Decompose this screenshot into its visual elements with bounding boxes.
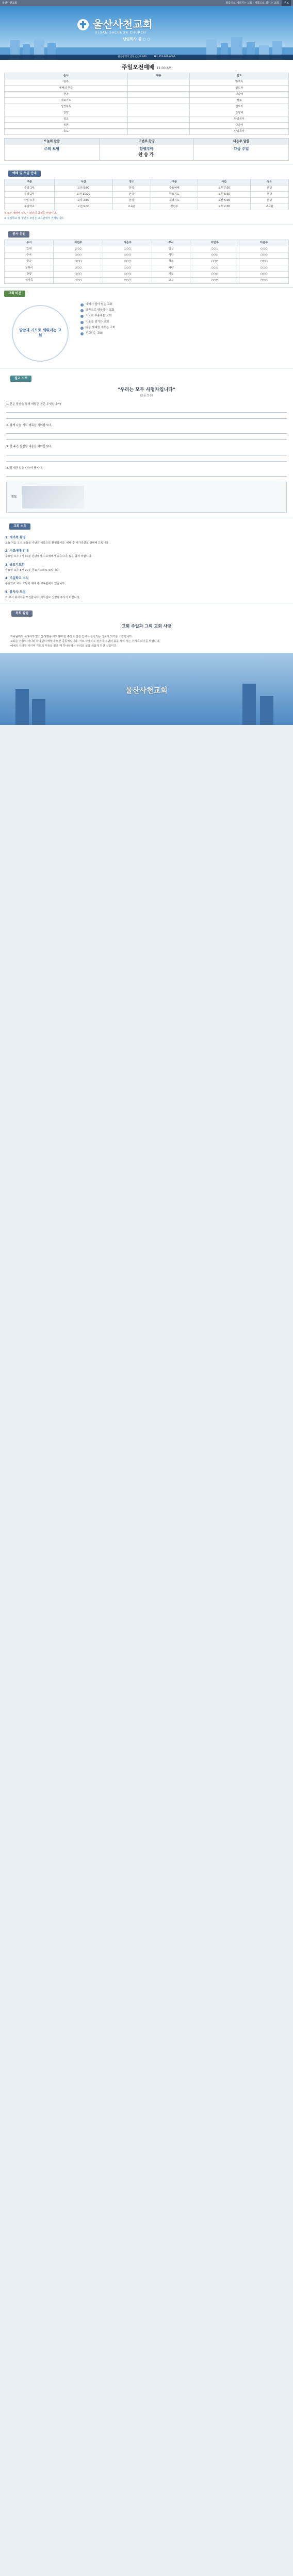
note-line[interactable]	[6, 406, 287, 413]
table-cell: ○○○	[190, 252, 239, 259]
info-box-main: 주의 보혈	[44, 147, 60, 151]
news-body: 각 부서 봉사자를 모집합니다. 사무실로 신청해 주시기 바랍니다.	[5, 596, 80, 599]
note-line[interactable]	[6, 449, 287, 455]
news-list	[5, 536, 288, 600]
church-logo	[77, 18, 153, 31]
table-cell: 새벽기도	[151, 197, 198, 204]
table-header: 순서	[5, 73, 128, 79]
table-header: 다음주	[103, 240, 152, 246]
table-cell: 오후 2:00	[54, 197, 112, 204]
church-news-section	[0, 517, 293, 603]
table-header: 부서	[5, 240, 54, 246]
service-table	[4, 240, 289, 283]
table-row	[5, 91, 289, 97]
pastor-column-section	[0, 603, 293, 653]
table-cell: 교육관	[112, 204, 151, 210]
pastor-name: 담임목사 김 ○ ○	[123, 37, 151, 41]
table-cell: 찬양대	[190, 110, 289, 116]
table-cell: ○○○	[103, 277, 152, 283]
table-cell: 오전 9:30	[54, 204, 112, 210]
table-cell: 교육	[152, 277, 190, 283]
table-cell: 주일학교	[5, 204, 55, 210]
table-cell: ○○○	[239, 277, 289, 283]
vision-item	[80, 325, 289, 331]
table-cell: 담임목사	[190, 116, 289, 122]
table-cell: 전주	[5, 79, 128, 85]
table-cell: 주일 오후	[5, 197, 55, 204]
church-address: 울산광역시 남구 ○○로 000	[118, 55, 147, 58]
table-header: 구분	[151, 179, 198, 185]
hero-banner	[0, 6, 293, 60]
table-cell: 오전 5:00	[198, 197, 250, 204]
table-cell: ○○○	[54, 265, 103, 271]
note-line[interactable]	[6, 470, 287, 477]
table-cell: ○○○	[54, 271, 103, 277]
table-cell: 차량	[152, 265, 190, 271]
table-row	[5, 259, 289, 265]
sermon-notes-section	[0, 368, 293, 517]
bullet-icon	[80, 303, 84, 307]
table-cell: ○○○	[103, 271, 152, 277]
column-heading: 교회 주일과 그의 교회 사랑	[121, 624, 172, 629]
table-cell	[127, 128, 190, 134]
table-cell: ○○○	[239, 265, 289, 271]
table-cell: 금요기도	[151, 191, 198, 197]
footer-banner	[0, 653, 293, 725]
memo-box	[6, 482, 287, 513]
table-cell: ○○○	[190, 271, 239, 277]
table-row	[5, 246, 289, 252]
table-cell: 본당	[112, 191, 151, 197]
info-box-head: 이번주 찬양	[100, 139, 194, 145]
info-box	[193, 139, 288, 160]
vision-center: 말씀과 기도로 세워지는 교회	[12, 305, 69, 362]
table-row	[5, 271, 289, 277]
vision-item-label: 다음 세대를 세우는 교회	[86, 326, 116, 329]
table-header: 이번주	[54, 240, 103, 246]
table-cell: ○○○	[190, 265, 239, 271]
schedule-table	[4, 179, 289, 210]
news-heading: 2. 수요예배 안내	[5, 549, 29, 553]
table-cell: 찬송	[5, 91, 128, 97]
top-bar-tag: 주보	[282, 0, 291, 6]
table-cell: 안내	[5, 246, 54, 252]
vision-item-label: 말씀으로 양육하는 교회	[86, 308, 115, 312]
vision-item-label: 이웃을 섬기는 교회	[86, 320, 109, 324]
table-cell: 주일 1부	[5, 185, 55, 191]
notes-title: 설교 노트	[10, 376, 31, 382]
table-cell	[127, 97, 190, 104]
note-question-1: 1. 본문 말씀을 통해 깨달은 점은 무엇입니까?	[6, 402, 61, 406]
news-heading: 1. 새가족 환영	[5, 535, 26, 539]
table-row	[5, 104, 289, 110]
vision-item	[80, 331, 289, 336]
table-row	[5, 197, 289, 204]
table-cell: 오후 7:30	[198, 185, 250, 191]
memo-image	[22, 486, 84, 509]
table-header: 내용	[127, 73, 190, 79]
service-title: 봉사 위원	[8, 231, 29, 238]
table-row	[5, 110, 289, 116]
schedule-note: ※ 모든 예배에 성도 여러분의 참석을 바랍니다.	[4, 211, 57, 215]
table-cell: 오전 11:00	[54, 191, 112, 197]
table-cell: 본당	[112, 185, 151, 191]
table-cell: 봉헌	[5, 122, 128, 128]
vision-list	[80, 302, 289, 365]
table-cell: 청소	[152, 259, 190, 265]
footer-church-name: 울산사천교회	[125, 687, 168, 696]
table-row	[5, 79, 289, 85]
table-cell: ○○○	[54, 259, 103, 265]
table-cell: ○○○	[239, 271, 289, 277]
top-bar-slogan: 말씀으로 세워지는 교회 · 기쁨으로 섬기는 교회	[225, 1, 279, 5]
table-row	[5, 185, 289, 191]
top-bar-church: 울산사천교회	[2, 1, 17, 5]
table-cell: ○○○	[103, 265, 152, 271]
table-cell: 인도자	[190, 104, 289, 110]
table-row	[5, 97, 289, 104]
building-illustration	[242, 684, 256, 725]
table-row	[5, 252, 289, 259]
table-row	[5, 277, 289, 283]
table-cell: 장로	[190, 97, 289, 104]
vision-item-label: 예배가 살아 있는 교회	[86, 302, 113, 306]
note-question-4: 4. 감사한 일을 나누어 봅시다.	[6, 466, 43, 470]
news-title: 교회 소식	[9, 523, 30, 530]
table-row	[5, 204, 289, 210]
vision-item	[80, 313, 289, 319]
table-cell	[127, 116, 190, 122]
news-body: 금요일 오후 8시 30분 금요기도회로 모입니다.	[5, 568, 59, 572]
table-row	[5, 85, 289, 91]
church-subtitle: ULSAN SACHEON CHURCH	[95, 31, 146, 35]
table-header: 부서	[152, 240, 190, 246]
table-cell: ○○○	[54, 277, 103, 283]
table-header: 시간	[198, 179, 250, 185]
cross-icon	[77, 19, 89, 30]
church-phone: TEL 052-000-0000	[154, 55, 175, 58]
table-cell: ○○○	[239, 259, 289, 265]
church-name: 울산사천교회	[92, 18, 153, 30]
table-cell: 다같이	[190, 91, 289, 97]
table-header: 이번주	[190, 240, 239, 246]
table-header: 시간	[54, 179, 112, 185]
note-line[interactable]	[6, 428, 287, 434]
table-cell: 기도	[152, 271, 190, 277]
table-cell: 축도	[5, 128, 128, 134]
table-row	[5, 122, 289, 128]
worship-info-boxes	[4, 138, 289, 161]
info-box-head: 다음주 말씀	[194, 139, 288, 145]
table-cell: ○○○	[103, 259, 152, 265]
table-cell: 대표기도	[5, 97, 128, 104]
building-illustration	[32, 699, 45, 725]
info-box-sub: 찬송가	[138, 152, 155, 158]
table-cell: 본당	[250, 191, 288, 197]
table-cell: 주차	[5, 252, 54, 259]
schedule-note-2: ※ 주일학교 및 청년부 모임은 교육관에서 진행됩니다.	[4, 216, 64, 220]
top-bar	[0, 0, 293, 6]
info-box-head: 오늘의 말씀	[5, 139, 99, 145]
table-cell: 본당	[250, 197, 288, 204]
table-cell: 오전 9:00	[54, 185, 112, 191]
vision-item	[80, 302, 289, 308]
table-cell: 헌금	[152, 246, 190, 252]
note-question-2: 2. 함께 나눌 기도 제목을 적어봅시다.	[6, 423, 52, 427]
table-cell: ○○○	[103, 246, 152, 252]
news-body: 주일학교 교사 모임이 예배 후 교육관에서 있습니다.	[5, 582, 66, 586]
info-box	[5, 139, 99, 160]
worship-order-table	[4, 73, 289, 135]
bullet-icon	[80, 315, 84, 318]
table-cell: 방송	[5, 259, 54, 265]
table-cell: ○○○	[190, 277, 239, 283]
table-cell: 새가족	[5, 277, 54, 283]
church-address-bar	[0, 55, 293, 60]
table-cell: 꽃꽂이	[5, 265, 54, 271]
table-cell: 본당	[250, 185, 288, 191]
note-line[interactable]	[6, 455, 287, 462]
building-illustration	[260, 696, 273, 725]
table-cell: ○○○	[54, 246, 103, 252]
schedule-section	[0, 164, 293, 225]
vision-item	[80, 319, 289, 325]
news-heading: 3. 금요기도회	[5, 563, 25, 567]
info-box-main: 할렐루야	[139, 147, 154, 151]
note-line[interactable]	[6, 413, 287, 419]
vision-section	[0, 287, 293, 368]
table-cell: 인도자	[190, 85, 289, 91]
table-cell: 설교	[5, 116, 128, 122]
schedule-title: 예배 및 모임 안내	[8, 171, 41, 177]
bullet-icon	[80, 309, 84, 312]
table-cell	[127, 85, 190, 91]
bullet-icon	[80, 327, 84, 330]
table-cell: 반주자	[190, 79, 289, 85]
table-cell: ○○○	[239, 246, 289, 252]
table-header: 다음주	[239, 240, 289, 246]
table-cell: 주일 2부	[5, 191, 55, 197]
table-cell	[127, 104, 190, 110]
service-section	[0, 225, 293, 286]
table-cell: 담임목사	[190, 128, 289, 134]
vision-item-label: 선교하는 교회	[86, 332, 103, 335]
column-paragraph: 교회는 건물이 아니라 하나님의 백성이 모인 공동체입니다. 서로 사랑하고 섬기며 주님의 몸을 세워 가는 우리가 되기를 바랍니다.	[10, 639, 160, 643]
table-header: 장소	[112, 179, 151, 185]
info-box	[99, 139, 194, 160]
bullet-icon	[80, 321, 84, 324]
sermon-theme: "우리는 모두 사명자입니다"	[118, 387, 175, 393]
table-cell: 오후 2:00	[198, 204, 250, 210]
info-box-main: 다음 주일	[233, 147, 249, 151]
table-cell: 청년부	[151, 204, 198, 210]
table-cell: ○○○	[190, 246, 239, 252]
news-heading: 4. 주일학교 소식	[5, 577, 29, 581]
table-cell: 찬양	[5, 110, 128, 116]
vision-item	[80, 308, 289, 313]
worship-title: 주일오전예배 11:00 AM	[121, 64, 172, 71]
news-body: 수요일 오후 7시 30분 본당에서 수요예배가 있습니다. 많은 참석 바랍니다.	[5, 555, 92, 558]
column-title: 목회 칼럼	[11, 611, 32, 617]
table-cell: 오후 8:30	[198, 191, 250, 197]
building-illustration	[15, 689, 29, 725]
table-header: 인도	[190, 73, 289, 79]
table-header: 장소	[250, 179, 288, 185]
table-cell: ○○○	[103, 252, 152, 259]
news-body: 오늘 처음 오신 분들을 주님의 이름으로 환영합니다. 예배 후 새가족실로 안내해 드립니다.	[5, 541, 109, 545]
table-cell: ○○○	[190, 259, 239, 265]
table-row	[5, 116, 289, 122]
table-cell	[127, 79, 190, 85]
column-paragraph: 하나님께서 우리에게 맡기신 사명을 기억하며 한 주간도 말씀 안에서 살아가는 성도가 되기를 소망합니다.	[10, 635, 133, 638]
table-cell	[127, 91, 190, 97]
table-cell: ○○○	[54, 252, 103, 259]
table-cell: 찬양	[5, 271, 54, 277]
table-cell: 수요예배	[151, 185, 198, 191]
table-cell: 성경봉독	[5, 104, 128, 110]
vision-item-label: 기도로 부흥하는 교회	[86, 314, 112, 318]
memo-label: 메모	[11, 495, 17, 499]
table-cell: 다같이	[190, 122, 289, 128]
vision-body	[0, 299, 293, 368]
table-cell: 본당	[112, 197, 151, 204]
table-header: 구분	[5, 179, 55, 185]
table-cell	[127, 122, 190, 128]
table-row	[5, 265, 289, 271]
vision-title: 교회 비전	[4, 291, 25, 297]
table-cell: 식당	[152, 252, 190, 259]
bullet-icon	[80, 332, 84, 335]
table-row	[5, 191, 289, 197]
table-cell: 예배의 부름	[5, 85, 128, 91]
table-cell	[127, 110, 190, 116]
column-paragraph: 예배의 자리를 지키며 기도의 무릎을 꿇을 때 하나님께서 우리의 삶을 새롭게 하실 것입니다.	[10, 645, 117, 648]
table-cell: 교육관	[250, 204, 288, 210]
news-heading: 5. 봉사자 모집	[5, 590, 26, 594]
worship-order-section	[0, 60, 293, 164]
column-body	[7, 635, 286, 649]
table-row	[5, 128, 289, 134]
note-line[interactable]	[6, 434, 287, 440]
sermon-reference: (본문 말씀)	[140, 394, 153, 397]
note-question-3: 3. 한 주간 실천할 내용을 적어봅시다.	[6, 445, 52, 449]
table-cell: ○○○	[239, 252, 289, 259]
